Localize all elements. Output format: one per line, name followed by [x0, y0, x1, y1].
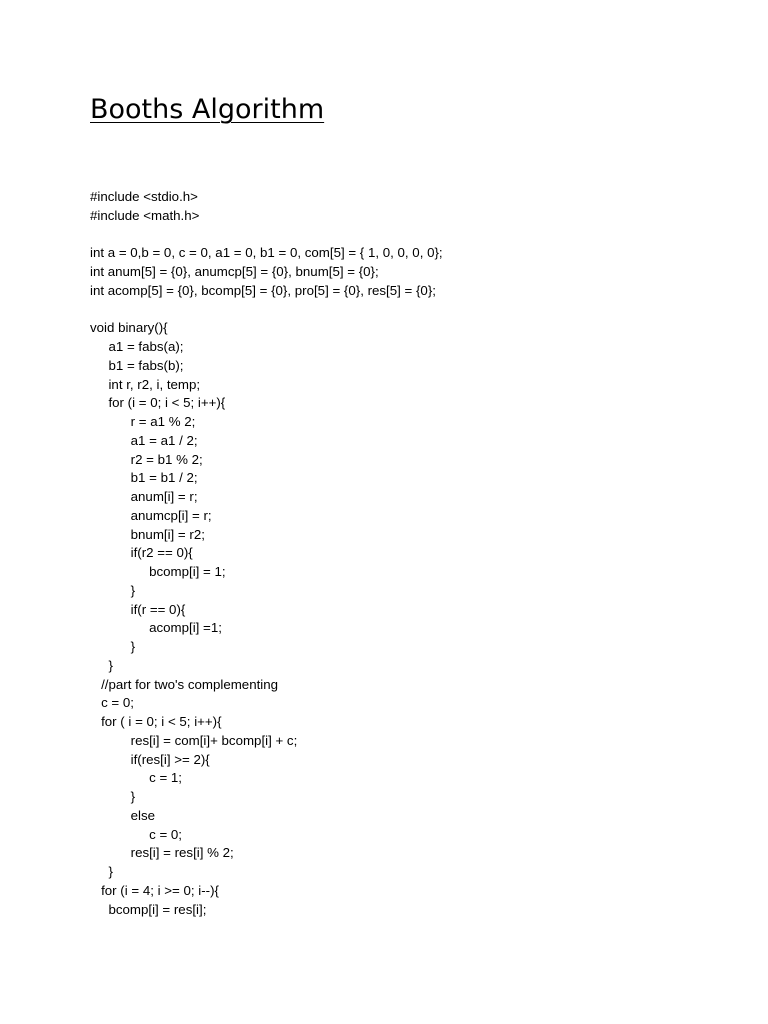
code-line: acomp[i] =1;	[90, 620, 222, 636]
code-line: b1 = b1 / 2;	[90, 470, 198, 486]
code-line	[90, 226, 710, 245]
code-line: r = a1 % 2;	[90, 414, 196, 429]
code-line: res[i] = res[i] % 2;	[90, 845, 234, 861]
code-line: for (i = 4; i >= 0; i--){	[90, 882, 219, 898]
code-line: //part for two's complementing	[90, 676, 279, 692]
code-line: bnum[i] = r2;	[90, 526, 205, 542]
code-line: #include <stdio.h>	[90, 189, 198, 204]
code-line: c = 0;	[90, 826, 183, 842]
code-line: }	[90, 864, 113, 879]
code-line: anumcp[i] = r;	[90, 507, 212, 523]
code-line: int anum[5] = {0}, anumcp[5] = {0}, bnum[5] = {0};	[90, 264, 379, 279]
code-line: for ( i = 0; i < 5; i++){	[90, 714, 222, 729]
code-line: }	[90, 639, 136, 654]
code-line: for (i = 0; i < 5; i++){	[90, 395, 226, 411]
code-line: void binary(){	[90, 320, 168, 336]
code-line: res[i] = com[i]+ bcomp[i] + c;	[90, 732, 298, 748]
code-line: a1 = a1 / 2;	[90, 432, 198, 448]
code-line: int a = 0,b = 0, c = 0, a1 = 0, b1 = 0, com[5] = { 1, 0, 0, 0, 0};	[90, 245, 443, 261]
code-line: else	[90, 807, 156, 823]
code-line: c = 0;	[90, 695, 134, 711]
code-line: #include <math.h>	[90, 207, 200, 223]
code-line: c = 1;	[90, 770, 183, 786]
code-line: if(r2 == 0){	[90, 545, 193, 561]
code-line: bcomp[i] = 1;	[90, 564, 226, 579]
page-title: Booths Algorithm	[90, 94, 325, 125]
code-line: }	[90, 657, 113, 673]
code-line: if(res[i] >= 2){	[90, 751, 210, 767]
code-line: b1 = fabs(b);	[90, 357, 184, 373]
code-line: anum[i] = r;	[90, 489, 198, 504]
code-line: a1 = fabs(a);	[90, 339, 184, 354]
code-line: bcomp[i] = res[i];	[90, 901, 207, 917]
code-line: r2 = b1 % 2;	[90, 451, 203, 467]
code-line: }	[90, 582, 136, 598]
code-line: }	[90, 789, 136, 804]
code-line: int r, r2, i, temp;	[90, 376, 201, 392]
code-line: if(r == 0){	[90, 601, 186, 617]
code-line	[90, 301, 710, 320]
code-block	[90, 188, 710, 919]
code-line: int acomp[5] = {0}, bcomp[5] = {0}, pro[5] = {0}, res[5] = {0};	[90, 282, 436, 298]
